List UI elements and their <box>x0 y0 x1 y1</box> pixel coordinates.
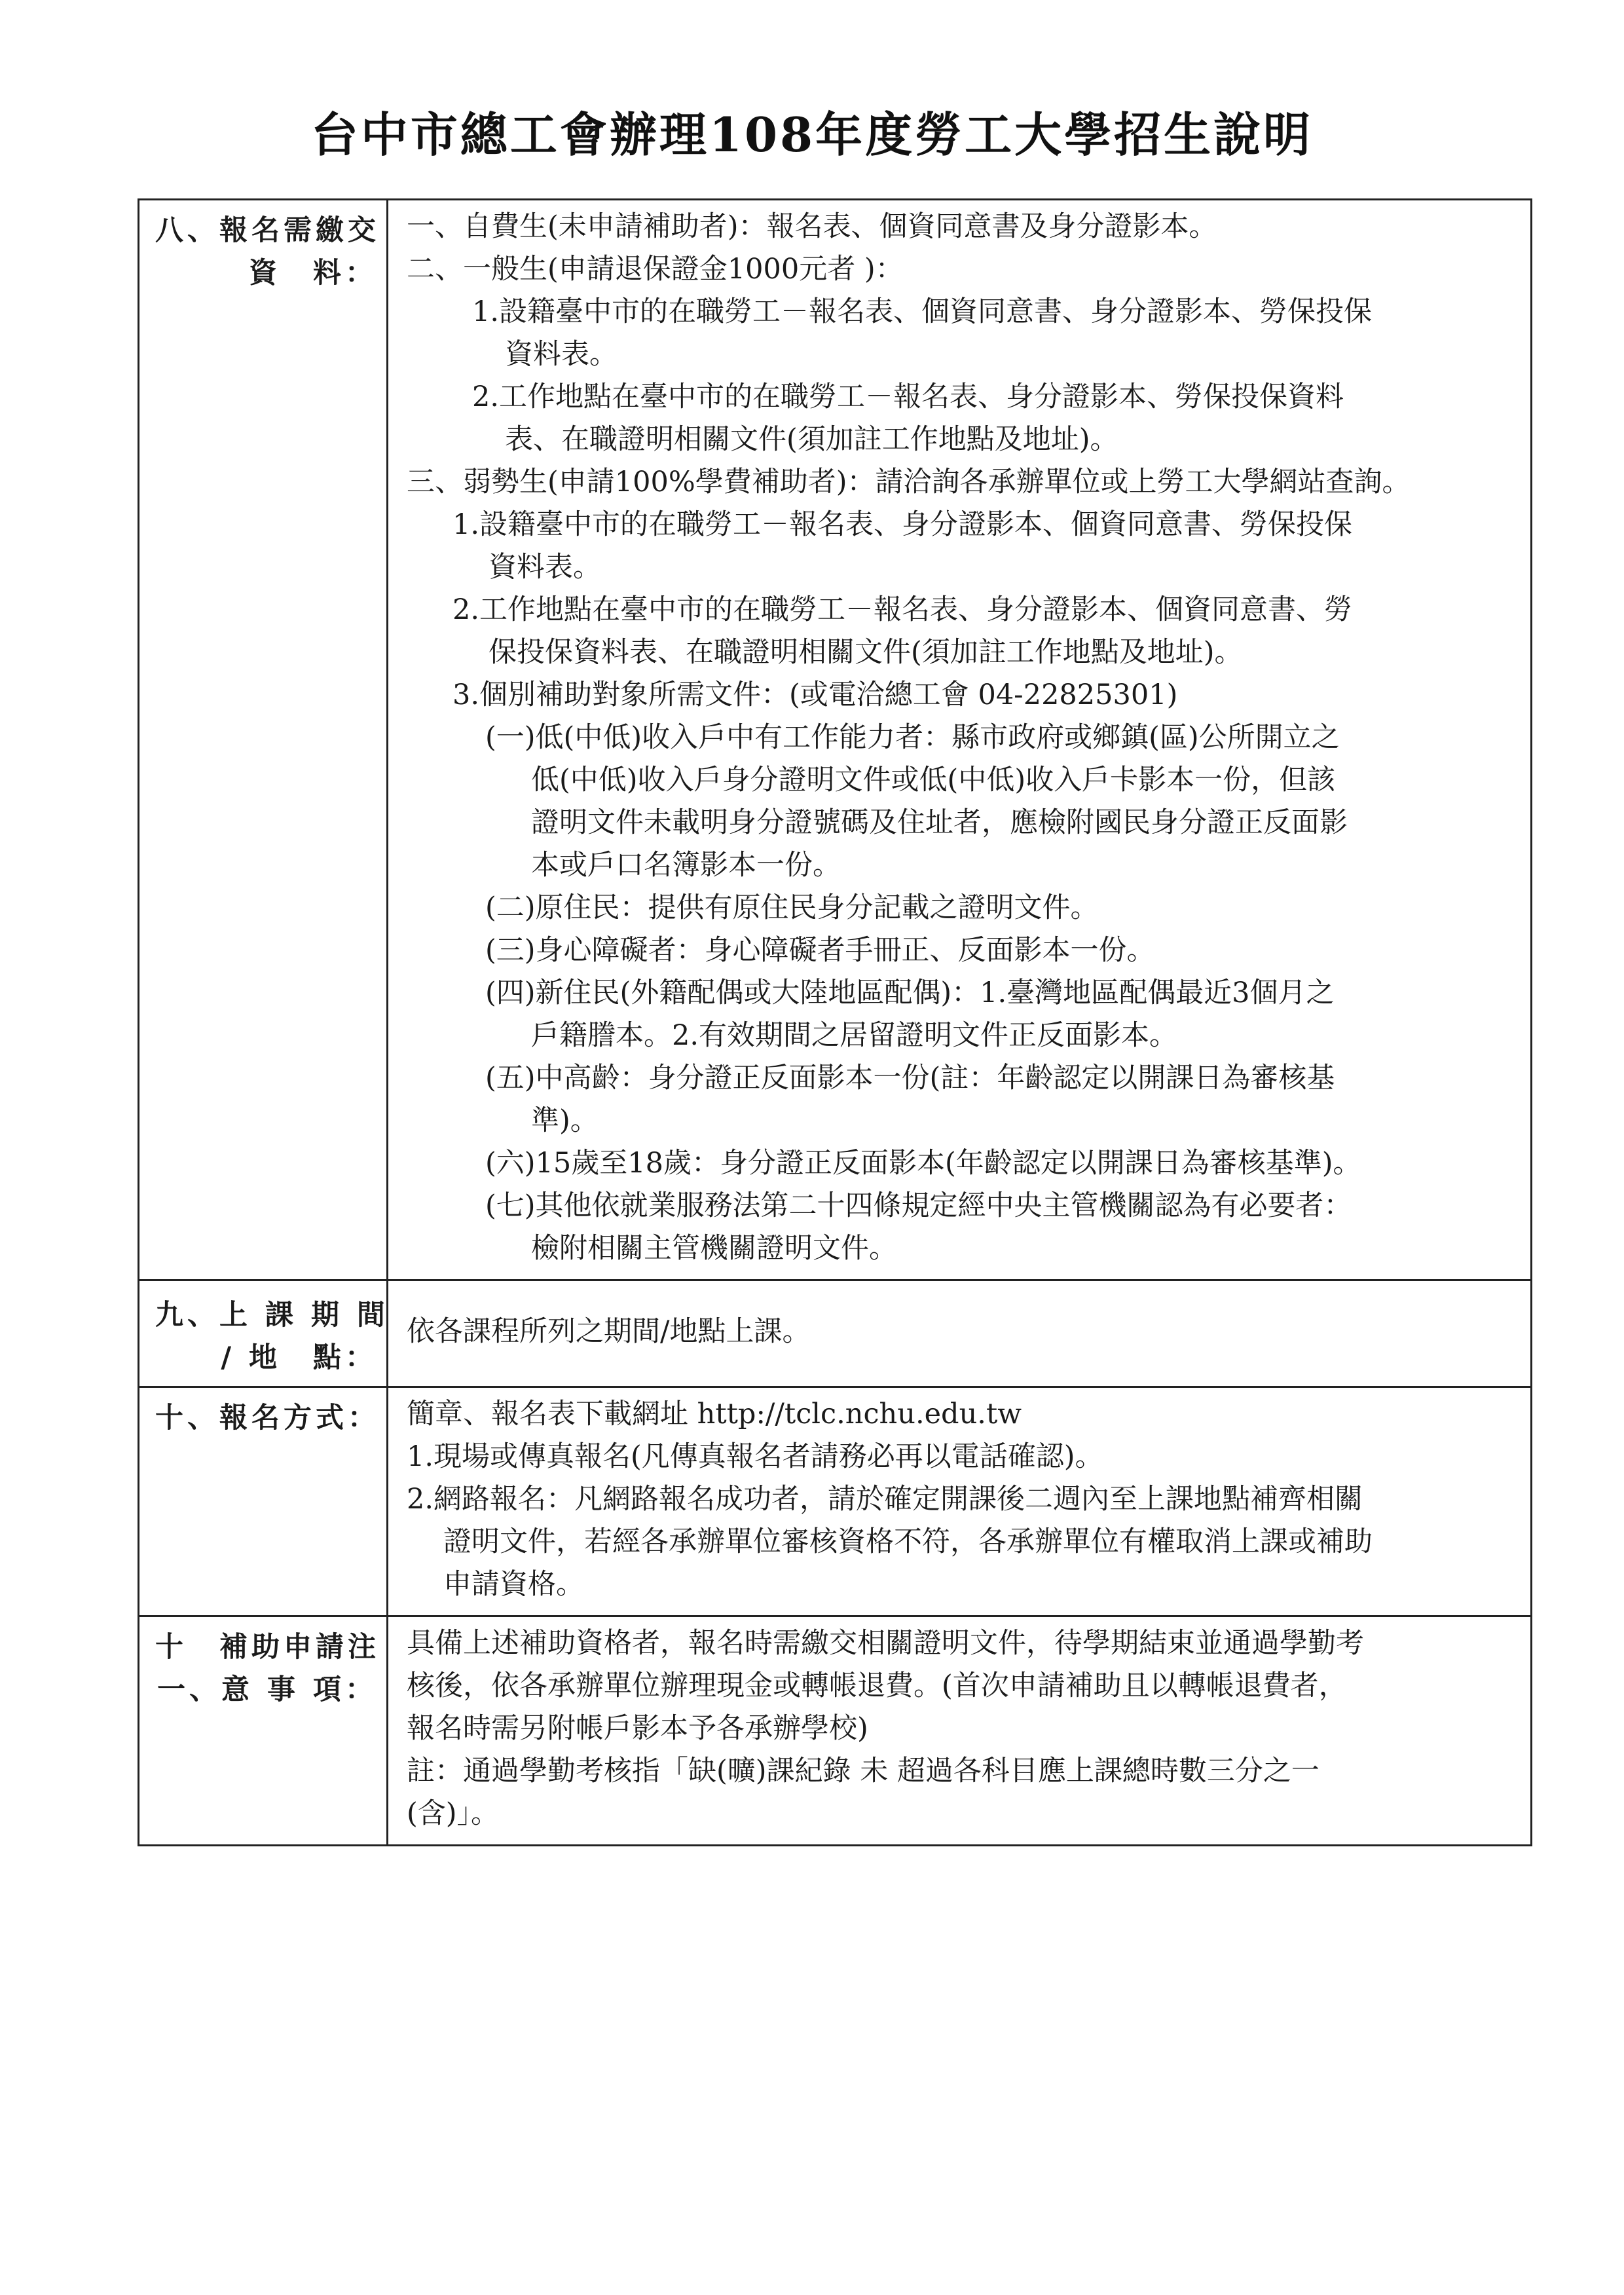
section-label-line: 資 料： <box>249 257 377 289</box>
content-line: 簡章、報名表下載網址 http://tclc.nchu.edu.tw <box>407 1398 1022 1430</box>
content-line: (含)」。 <box>407 1797 500 1830</box>
content-line: 本或戶口名簿影本一份。 <box>531 849 841 882</box>
content-line: (七)其他依就業服務法第二十四條規定經中央主管機關認為有必要者： <box>485 1189 1352 1222</box>
content-line: 證明文件，若經各承辦單位審核資格不符，各承辦單位有權取消上課或補助 <box>443 1525 1373 1558</box>
section-row <box>139 200 1532 1280</box>
content-line: 依各課程所列之期間/地點上課。 <box>407 1315 811 1348</box>
content-line: 表、在職證明相關文件(須加註工作地點及地址)。 <box>505 423 1118 456</box>
section-content <box>388 1616 1532 1846</box>
content-line: 低(中低)收入戶身分證明文件或低(中低)收入戶卡影本一份，但該 <box>531 764 1336 796</box>
content-line: 證明文件未載明身分證號碼及住址者，應檢附國民身分證正反面影 <box>531 806 1348 839</box>
content-line: (四)新住民(外籍配偶或大陸地區配偶)：1.臺灣地區配偶最近3個月之 <box>485 977 1335 1009</box>
section-row <box>139 1387 1532 1616</box>
section-label-line: / 地 點： <box>221 1341 377 1374</box>
content-line: 三、弱勢生(申請100%學費補助者)：請洽詢各承辦單位或上勞工大學網站查詢。 <box>407 466 1411 498</box>
content-line: 資料表。 <box>505 338 618 371</box>
content-line: 具備上述補助資格者，報名時需繳交相關證明文件，待學期結束並通過學勤考 <box>407 1627 1364 1660</box>
section-label-line: 九、上 課 期 間 <box>155 1299 389 1332</box>
page-title: 台中市總工會辦理108年度勞工大學招生說明 <box>310 107 1314 162</box>
content-line: (一)低(中低)收入戶中有工作能力者：縣市政府或鄉鎮(區)公所開立之 <box>485 721 1340 754</box>
content-line: 戶籍謄本。2.有效期間之居留證明文件正反面影本。 <box>531 1019 1178 1052</box>
info-table <box>138 198 1532 1846</box>
content-line: 1.現場或傳真報名(凡傳真報名者請務必再以電話確認)。 <box>407 1440 1103 1473</box>
content-line: 1.設籍臺中市的在職勞工－報名表、個資同意書、身分證影本、勞保投保 <box>472 295 1373 328</box>
content-line: 2.工作地點在臺中市的在職勞工－報名表、身分證影本、個資同意書、勞 <box>452 593 1353 626</box>
content-line: 二、一般生(申請退保證金1000元者 )： <box>407 253 904 286</box>
section-row <box>139 1280 1532 1387</box>
section-content <box>388 1280 1532 1387</box>
section-label-line: 十 補助申請注 <box>155 1631 380 1664</box>
content-line: 一、自費生(未申請補助者)：報名表、個資同意書及身分證影本。 <box>407 210 1217 243</box>
section-row <box>139 1616 1532 1846</box>
content-line: 2.工作地點在臺中市的在職勞工－報名表、身分證影本、勞保投保資料 <box>472 381 1344 413</box>
section-label-line: 一、意 事 項： <box>157 1673 377 1706</box>
content-line: (六)15歲至18歲：身分證正反面影本(年齡認定以開課日為審核基準)。 <box>485 1147 1361 1180</box>
content-line: (五)中高齡：身分證正反面影本一份(註：年齡認定以開課日為審核基 <box>485 1062 1335 1094</box>
section-label <box>139 1280 388 1387</box>
content-line: 2.網路報名：凡網路報名成功者，請於確定開課後二週內至上課地點補齊相關 <box>407 1483 1363 1516</box>
section-content <box>388 1387 1532 1616</box>
section-label-line: 八、報名需繳交 <box>155 214 380 247</box>
content-line: 檢附相關主管機關證明文件。 <box>531 1232 897 1265</box>
section-label-line: 十、報名方式： <box>155 1402 380 1434</box>
section-label <box>139 1387 388 1616</box>
content-line: 資料表。 <box>489 551 601 584</box>
content-line: 報名時需另附帳戶影本予各承辦學校) <box>407 1712 868 1745</box>
content-line: 3.個別補助對象所需文件：(或電洽總工會 04-22825301) <box>452 679 1178 711</box>
content-line: 準)。 <box>531 1104 599 1137</box>
content-line: (三)身心障礙者：身心障礙者手冊正、反面影本一份。 <box>485 934 1155 967</box>
content-line: 1.設籍臺中市的在職勞工－報名表、身分證影本、個資同意書、勞保投保 <box>452 508 1353 541</box>
content-line: 註：通過學勤考核指「缺(曠)課紀錄 未 超過各科目應上課總時數三分之一 <box>407 1755 1320 1787</box>
section-label <box>139 200 388 1280</box>
section-content <box>388 200 1532 1280</box>
content-line: (二)原住民：提供有原住民身分記載之證明文件。 <box>485 891 1099 924</box>
section-label <box>139 1616 388 1846</box>
content-line: 申請資格。 <box>443 1568 584 1601</box>
content-line: 保投保資料表、在職證明相關文件(須加註工作地點及地址)。 <box>489 636 1243 669</box>
content-line: 核後，依各承辦單位辦理現金或轉帳退費。(首次申請補助且以轉帳退費者， <box>407 1670 1347 1702</box>
